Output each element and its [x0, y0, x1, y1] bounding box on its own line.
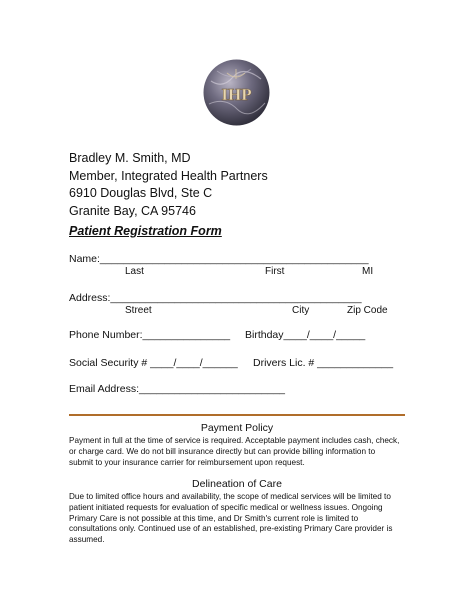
- name-first-label: First: [265, 266, 285, 277]
- form-title: Patient Registration Form: [69, 224, 222, 238]
- drivers-license-field[interactable]: Drivers Lic. # _____________: [253, 357, 394, 369]
- name-mi-label: MI: [362, 266, 374, 277]
- section-divider: [69, 414, 405, 416]
- birthday-field[interactable]: Birthday____/____/_____: [245, 329, 366, 341]
- care-line: consultations only. Continued use of an established, pre-existing Primary Care provider is: [69, 524, 393, 534]
- doctor-name: Bradley M. Smith, MD: [69, 151, 191, 165]
- care-line: Primary Care is not possible at this time, and Dr Smith's current role is limited to: [69, 513, 359, 523]
- address-field[interactable]: Address:___________________________________________: [69, 292, 362, 304]
- name-last-label: Last: [125, 266, 144, 277]
- address-zip-label: Zip Code: [347, 305, 388, 316]
- care-line: assumed.: [69, 535, 105, 545]
- logo-text: IHP: [221, 85, 252, 104]
- care-line: patient initiated requests for evaluation of specific medical or wellness issues. Ongoing: [69, 502, 383, 512]
- ssn-field[interactable]: Social Security # ____/____/______: [69, 357, 238, 369]
- organization-name: Member, Integrated Health Partners: [69, 168, 268, 183]
- city-state-zip: Granite Bay, CA 95746: [69, 203, 196, 218]
- phone-field[interactable]: Phone Number:_______________: [69, 329, 231, 341]
- street-address: 6910 Douglas Blvd, Ste C: [69, 186, 213, 201]
- payment-policy-heading: Payment Policy: [200, 422, 274, 434]
- payment-line: Payment in full at the time of service is required. Acceptable payment includes cash, check,: [69, 436, 400, 445]
- delineation-text: [69, 492, 414, 546]
- payment-line: submit to your insurance carrier for reimbursement upon request.: [69, 457, 305, 467]
- payment-policy-text: [69, 436, 414, 468]
- doctor-address-block: [69, 150, 268, 220]
- address-city-label: City: [292, 305, 310, 316]
- delineation-heading: Delineation of Care: [192, 478, 282, 490]
- ihp-logo: [203, 59, 270, 126]
- name-field[interactable]: Name:______________________________________________: [69, 253, 369, 265]
- address-street-label: Street: [125, 305, 152, 316]
- care-line: Due to limited office hours and availability, the scope of medical services will be limited to: [69, 492, 391, 501]
- email-field[interactable]: Email Address:_________________________: [69, 383, 286, 395]
- payment-line: or charge card. We do not bill insurance directly but can provide billing information to: [69, 446, 376, 456]
